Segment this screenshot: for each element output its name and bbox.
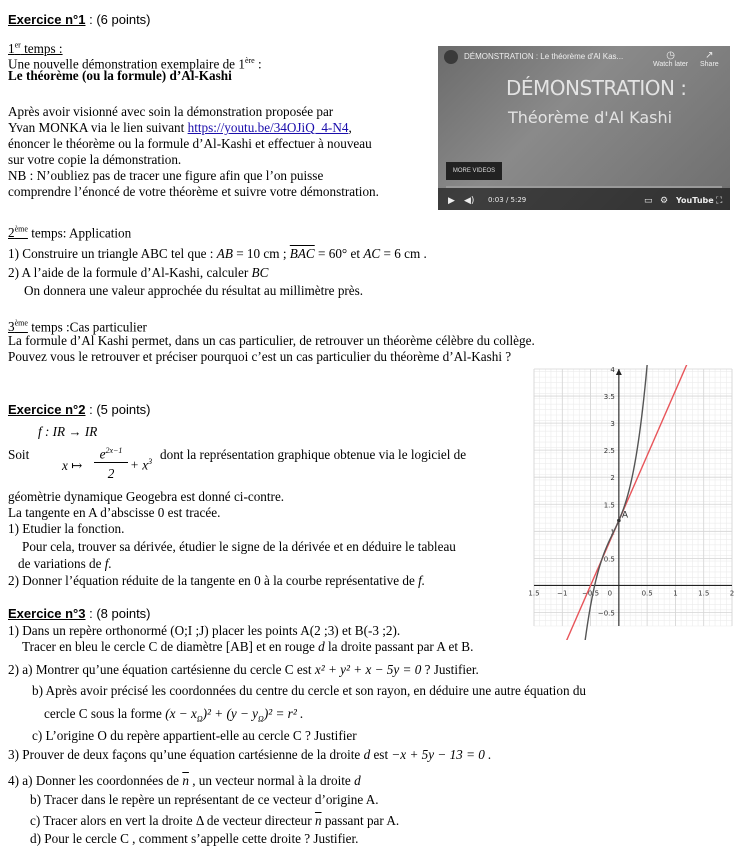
volume-icon[interactable]: ◀) xyxy=(464,196,475,206)
ex3-q3: 3) Prouver de deux façons qu’une équation cartésienne de la droite d est −x + 5y − 13 = 0 . xyxy=(8,747,492,762)
point-a xyxy=(617,519,621,523)
ex1-q2-note: On donnera une valeur approchée du résultat au millimètre près. xyxy=(24,283,364,298)
share-icon: ↗ xyxy=(705,50,714,61)
ex1-q2: 2) A l’aide de la formule d’Al-Kashi, calculer BC xyxy=(8,265,269,280)
ex2-function-def: f : IR → IR xyxy=(38,424,98,439)
ex1-c1: La formule d’Al Kashi permet, dans un cas particulier, de retrouver un théorème célèbre du collège. xyxy=(8,333,535,348)
more-videos-button[interactable]: MORE VIDEOS xyxy=(446,162,502,180)
ex3-q4d: d) Pour le cercle C , comment s’appelle cette droite ? Justifier. xyxy=(30,831,359,846)
fraction-bar xyxy=(94,462,128,463)
ex2-desc: dont la représentation graphique obtenue via le logiciel de xyxy=(160,447,467,462)
ex1-temps3-label: 3ème temps :Cas particulier xyxy=(8,319,147,335)
youtube-link[interactable]: https://youtu.be/34OJiQ_4-N4 xyxy=(187,120,349,135)
ex3-q2b: b) Après avoir précisé les coordonnées du centre du cercle et son rayon, en déduire une autre équation du xyxy=(32,683,587,698)
gear-icon[interactable]: ⚙ xyxy=(660,196,669,206)
ex3-q4a: 4) a) Donner les coordonnées de $\overline{n}$ , un vecteur normal à la droite d xyxy=(8,773,361,788)
clock-icon: ◷ xyxy=(666,50,675,61)
ex1-para-line: NB : N’oubliez pas de tracer une figure afin que l’on puisse xyxy=(8,168,324,183)
video-subheadline: Théorème d'Al Kashi xyxy=(508,108,673,127)
ex3-q4b: b) Tracer dans le repère un représentant de ce vecteur d’origine A. xyxy=(30,792,379,807)
ex2-desc: géomètrie dynamique Geogebra est donné ci-contre. xyxy=(8,489,285,504)
ex3-q4c: c) Tracer alors en vert la droite Δ de vecteur directeur $\overline{n}$ passant par A. xyxy=(30,813,400,828)
x-tick-label: 1.5 xyxy=(698,589,710,598)
y-tick-label: 3 xyxy=(610,420,615,429)
ex2-fraction-num: $e^{2x-1}$ xyxy=(99,446,123,462)
ex2-q1b: de variations de f. xyxy=(18,556,112,571)
x-tick-label: 1.5 xyxy=(528,589,540,598)
cc-icon[interactable]: ▭ xyxy=(644,196,653,206)
y-tick-label: 2.5 xyxy=(603,447,615,456)
ex2-fraction-den: 2 xyxy=(107,466,115,481)
ex2-heading: Exercice n°2 : (5 points) xyxy=(8,402,151,417)
ex1-intro-line: Une nouvelle démonstration exemplaire de 1ère : xyxy=(8,56,262,72)
ex2-soit: Soit xyxy=(8,447,30,462)
y-tick-label: 4 xyxy=(610,366,615,374)
ex1-para-line: Après avoir visionné avec soin la démonstration proposée par xyxy=(8,104,334,119)
x-tick-label: 2 xyxy=(729,589,735,598)
ex1-para-line: Yvan MONKA via le lien suivant https://youtu.be/34OJiQ_4-N4, xyxy=(8,120,352,135)
youtube-logo[interactable]: YouTube xyxy=(676,196,714,205)
x-tick-label: 0.5 xyxy=(641,589,653,598)
ex1-temps1-label: 1er temps : xyxy=(8,41,63,57)
ex1-para-line: énoncer le théorème ou la formule d’Al-Kashi et effectuer à nouveau xyxy=(8,136,372,151)
video-title: DÉMONSTRATION : Le théorème d'Al Kas... xyxy=(464,52,624,61)
ex2-q2: 2) Donner l’équation réduite de la tangente en 0 à la courbe représentative de f. xyxy=(8,573,426,588)
ex3-q2c: c) L’origine O du repère appartient-elle au cercle C ? Justifier xyxy=(32,728,357,743)
video-headline: DÉMONSTRATION : xyxy=(506,76,687,100)
watch-later-button[interactable]: ◷ Watch later xyxy=(653,50,689,68)
y-tick-label: −0.5 xyxy=(597,609,615,618)
ex2-plus-x3: + $x^3$ xyxy=(130,457,153,473)
video-thumbnail[interactable] xyxy=(438,46,730,210)
play-icon[interactable]: ▶ xyxy=(448,196,455,206)
ex3-heading: Exercice n°3 : (8 points) xyxy=(8,606,151,621)
y-tick-label: 0.5 xyxy=(603,555,615,564)
geogebra-graph xyxy=(528,365,738,640)
ex2-q1: 1) Etudier la fonction. xyxy=(8,521,125,536)
ex1-c2: Pouvez vous le retrouver et préciser pourquoi c’est un cas particulier du théorème d’Al-Kashi ? xyxy=(8,349,512,364)
ex1-q1: 1) Construire un triangle ABC tel que : AB = 10 cm ; $\overline{BAC} = 60^\circ$ et AC = 6 cm . xyxy=(8,246,427,261)
y-tick-label: 3.5 xyxy=(603,393,615,402)
ex3-q1b: Tracer en bleu le cercle C de diamètre [AB] et en rouge d la droite passant par A et B. xyxy=(22,639,474,654)
ex3-q1: 1) Dans un repère orthonormé (O;I ;J) placer les points A(2 ;3) et B(-3 ;2). xyxy=(8,623,401,638)
time-display: 0:03 / 5:29 xyxy=(488,196,527,204)
x-tick-label: 0 xyxy=(607,589,613,598)
ex1-para-line: comprendre l’énoncé de votre théorème et suivre votre démonstration. xyxy=(8,184,379,199)
ex3-q2b-form: cercle C sous la forme $(x - x_\Omega)^2 + (y - y_\Omega)^2 = r^2$ . xyxy=(44,706,304,724)
ex1-theorem-title: Le théorème (ou la formule) d’Al-Kashi xyxy=(8,68,232,83)
ex1-temps2-label: 2ème temps: Application xyxy=(8,225,132,241)
y-tick-label: 1 xyxy=(610,528,615,537)
ex3-q2a: 2) a) Montrer qu’une équation cartésienne du cercle C est x² + y² + x − 5y = 0 ? Justifier. xyxy=(8,662,479,677)
y-tick-label: 1.5 xyxy=(603,501,615,510)
x-tick-label: 1 xyxy=(673,589,678,598)
fullscreen-icon[interactable]: ⛶ xyxy=(716,196,723,206)
channel-avatar xyxy=(444,50,458,64)
ex2-desc: La tangente en A d’abscisse 0 est tracée. xyxy=(8,505,221,520)
x-tick-label: −1 xyxy=(557,589,568,598)
y-tick-label: 2 xyxy=(610,474,615,483)
share-button[interactable]: ↗ Share xyxy=(700,50,719,68)
ex2-map-arrow: x ↦ xyxy=(62,458,83,473)
ex2-q1a: Pour cela, trouver sa dérivée, étudier le signe de la dérivée et en déduire le tableau xyxy=(22,539,456,554)
x-tick-label: −0.5 xyxy=(582,589,600,598)
ex1-para-line: sur votre copie la démonstration. xyxy=(8,152,182,167)
ex1-heading: Exercice n°1 : (6 points) xyxy=(8,12,151,27)
point-a-label: A xyxy=(621,510,629,521)
